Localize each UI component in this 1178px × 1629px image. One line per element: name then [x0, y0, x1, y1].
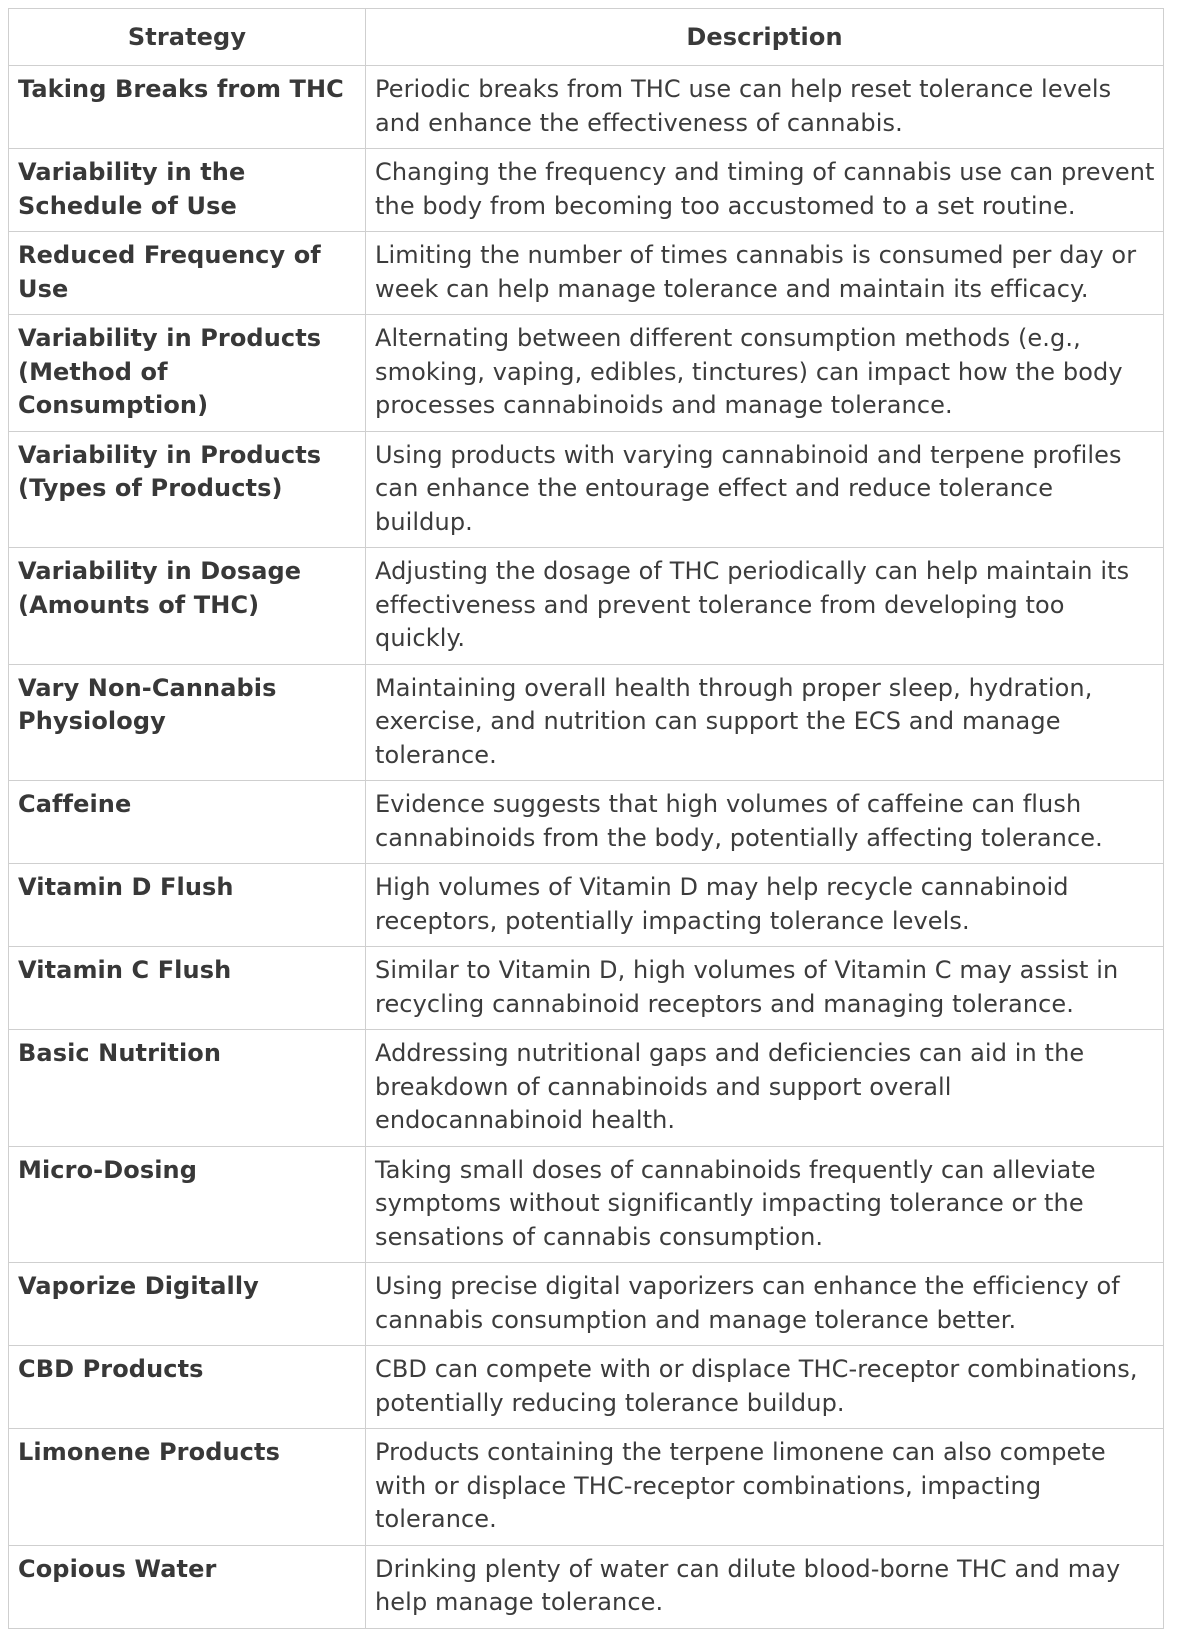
strategy-cell: Limonene Products: [9, 1429, 366, 1546]
description-cell: CBD can compete with or displace THC-receptor combinations, potentially reducing tolerance buildup.: [366, 1346, 1164, 1429]
table-row: [9, 947, 1164, 1030]
strategy-cell: Variability in Dosage (Amounts of THC): [9, 548, 366, 665]
strategy-cell: Vary Non-Cannabis Physiology: [9, 664, 366, 781]
description-cell: Limiting the number of times cannabis is consumed per day or week can help manage tolerance and maintain its efficacy.: [366, 232, 1164, 315]
strategy-cell: Taking Breaks from THC: [9, 66, 366, 149]
description-cell: Evidence suggests that high volumes of caffeine can flush cannabinoids from the body, potentially affecting tolerance.: [366, 781, 1164, 864]
description-cell: Alternating between different consumption methods (e.g., smoking, vaping, edibles, tinctures) can impact how the body processes cannabinoids and manage tolerance.: [366, 315, 1164, 432]
table-row: [9, 864, 1164, 947]
description-cell: Periodic breaks from THC use can help reset tolerance levels and enhance the effectiveness of cannabis.: [366, 66, 1164, 149]
table-row: [9, 548, 1164, 665]
strategy-cell: Vitamin C Flush: [9, 947, 366, 1030]
table-row: [9, 66, 1164, 149]
table-row: [9, 232, 1164, 315]
table-row: [9, 315, 1164, 432]
description-cell: Maintaining overall health through proper sleep, hydration, exercise, and nutrition can support the ECS and manage tolerance.: [366, 664, 1164, 781]
strategy-cell: Variability in Products (Types of Products): [9, 431, 366, 548]
table-row: [9, 1030, 1164, 1147]
table-row: [9, 1146, 1164, 1263]
strategy-cell: Micro-Dosing: [9, 1146, 366, 1263]
table-row: [9, 149, 1164, 232]
strategy-table: [8, 8, 1164, 1629]
description-cell: Using precise digital vaporizers can enhance the efficiency of cannabis consumption and manage tolerance better.: [366, 1263, 1164, 1346]
strategy-cell: Vitamin D Flush: [9, 864, 366, 947]
table-body: [9, 66, 1164, 1629]
strategy-cell: Variability in the Schedule of Use: [9, 149, 366, 232]
strategy-cell: Reduced Frequency of Use: [9, 232, 366, 315]
description-cell: Addressing nutritional gaps and deficiencies can aid in the breakdown of cannabinoids and support overall endocannabinoid health.: [366, 1030, 1164, 1147]
table-header: [9, 9, 1164, 66]
description-cell: High volumes of Vitamin D may help recycle cannabinoid receptors, potentially impacting tolerance levels.: [366, 864, 1164, 947]
column-header-description: Description: [366, 9, 1164, 66]
table-row: [9, 664, 1164, 781]
strategy-cell: Caffeine: [9, 781, 366, 864]
strategy-table-container: [8, 8, 1163, 1629]
strategy-cell: Vaporize Digitally: [9, 1263, 366, 1346]
strategy-cell: CBD Products: [9, 1346, 366, 1429]
table-row: [9, 1263, 1164, 1346]
table-row: [9, 781, 1164, 864]
strategy-cell: Copious Water: [9, 1545, 366, 1628]
description-cell: Adjusting the dosage of THC periodically can help maintain its effectiveness and prevent tolerance from developing too quickly.: [366, 548, 1164, 665]
description-cell: Drinking plenty of water can dilute blood-borne THC and may help manage tolerance.: [366, 1545, 1164, 1628]
description-cell: Changing the frequency and timing of cannabis use can prevent the body from becoming too accustomed to a set routine.: [366, 149, 1164, 232]
table-row: [9, 1346, 1164, 1429]
description-cell: Products containing the terpene limonene can also compete with or displace THC-receptor combinations, impacting tolerance.: [366, 1429, 1164, 1546]
table-row: [9, 1545, 1164, 1628]
strategy-cell: Basic Nutrition: [9, 1030, 366, 1147]
table-row: [9, 431, 1164, 548]
description-cell: Using products with varying cannabinoid and terpene profiles can enhance the entourage effect and reduce tolerance buildup.: [366, 431, 1164, 548]
table-row: [9, 1429, 1164, 1546]
header-row: [9, 9, 1164, 66]
description-cell: Similar to Vitamin D, high volumes of Vitamin C may assist in recycling cannabinoid receptors and managing tolerance.: [366, 947, 1164, 1030]
strategy-cell: Variability in Products (Method of Consumption): [9, 315, 366, 432]
column-header-strategy: Strategy: [9, 9, 366, 66]
description-cell: Taking small doses of cannabinoids frequently can alleviate symptoms without significantly impacting tolerance or the sensations of cannabis consumption.: [366, 1146, 1164, 1263]
